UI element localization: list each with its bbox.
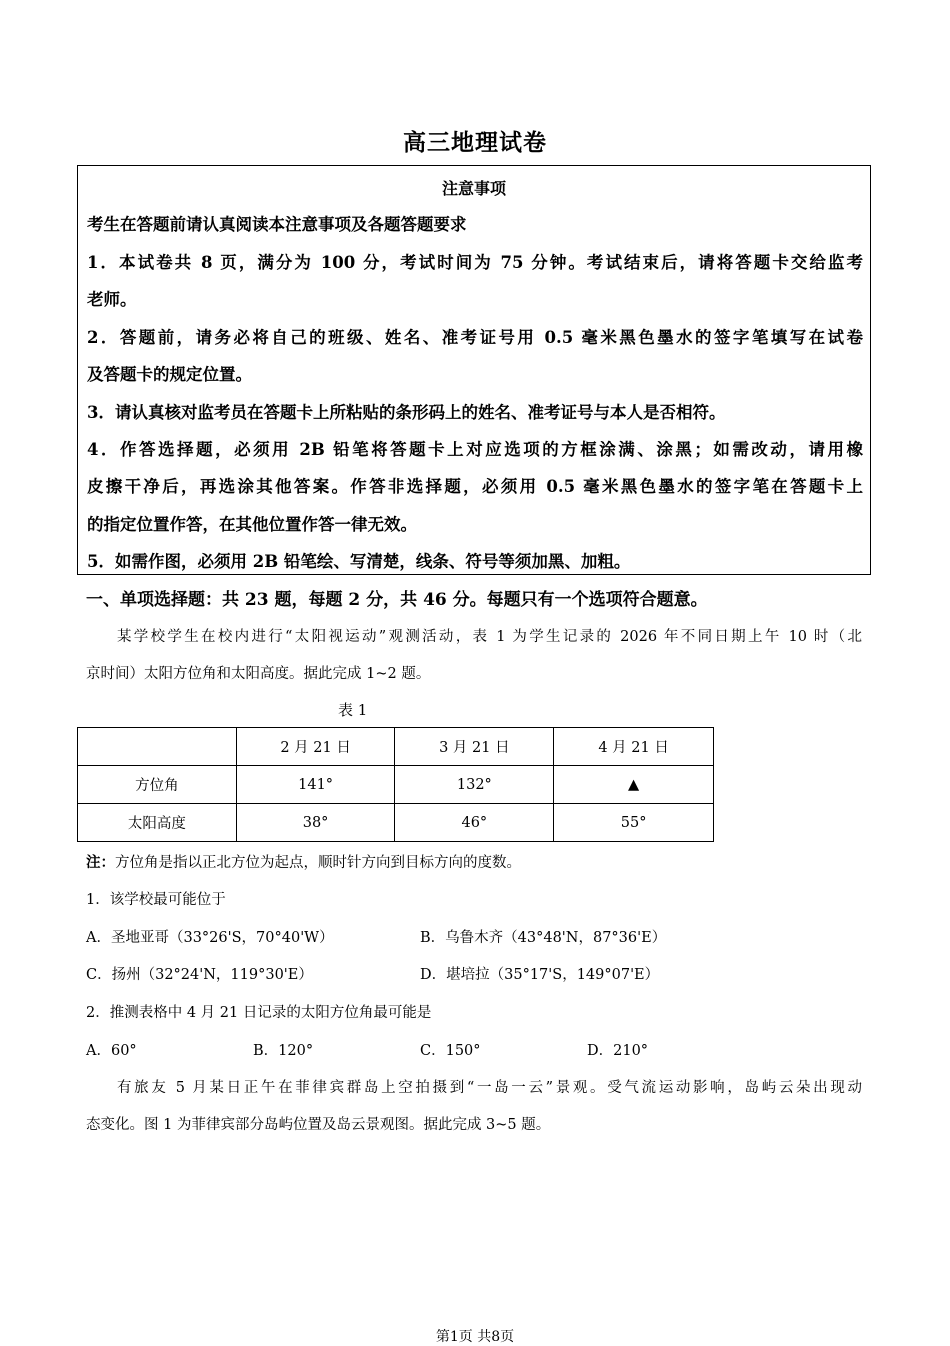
question-1-option-d: D．堪培拉（35°17'S，149°07'E） bbox=[420, 967, 660, 983]
page-title: 高三地理试卷 bbox=[403, 129, 547, 156]
question-1-option-c: C．扬州（32°24'N，119°30'E） bbox=[86, 967, 313, 983]
passage-1-line-2: 京时间）太阳方位角和太阳高度。据此完成 1~2 题。 bbox=[86, 666, 431, 682]
notice-item-5: 5．如需作图，必须用 2B 铅笔绘、写清楚，线条、符号等须加黑、加粗。 bbox=[87, 552, 631, 571]
notice-intro: 考生在答题前请认真阅读本注意事项及各题答题要求 bbox=[87, 215, 467, 234]
notice-item-3: 3．请认真核对监考员在答题卡上所粘贴的条形码上的姓名、准考证号与本人是否相符。 bbox=[87, 403, 726, 422]
table-row bbox=[78, 804, 714, 842]
table-cell: 38° bbox=[236, 804, 395, 842]
page-footer: 第1页 共8页 bbox=[435, 1329, 515, 1345]
notice-item-4-line-2: 皮擦干净后，再选涂其他答案。作答非选择题，必须用 0.5 毫米黑色墨水的签字笔在答题卡上 bbox=[87, 477, 863, 496]
table-header-cell: 4 月 21 日 bbox=[554, 728, 714, 766]
table-header-row bbox=[78, 728, 714, 766]
question-2-option-c: C．150° bbox=[420, 1043, 481, 1059]
notice-box bbox=[77, 165, 871, 575]
table-row bbox=[78, 766, 714, 804]
notice-item-4-line-3: 的指定位置作答，在其他位置作答一律无效。 bbox=[87, 515, 417, 534]
table-cell: 141° bbox=[236, 766, 395, 804]
notice-item-4-line-1: 4．作答选择题，必须用 2B 铅笔将答题卡上对应选项的方框涂满、涂黑；如需改动，请用橡 bbox=[87, 440, 863, 459]
section-heading: 一、单项选择题：共 23 题，每题 2 分，共 46 分。每题只有一个选项符合题意。 bbox=[86, 590, 708, 610]
table-cell: 132° bbox=[395, 766, 554, 804]
passage-1-line-1: 某学校学生在校内进行“太阳视运动”观测活动，表 1 为学生记录的 2026 年不同日期上午 10 时（北 bbox=[117, 629, 862, 645]
notice-item-1-line-2: 老师。 bbox=[87, 290, 137, 309]
question-2-option-b: B．120° bbox=[253, 1043, 314, 1059]
notice-heading: 注意事项 bbox=[441, 179, 506, 198]
table-header-cell bbox=[78, 728, 237, 766]
table-note-text: 方位角是指以正北方位为起点，顺时针方向到目标方向的度数。 bbox=[115, 855, 521, 871]
notice-item-2-line-1: 2．答题前，请务必将自己的班级、姓名、准考证号用 0.5 毫米黑色墨水的签字笔填写在试卷 bbox=[87, 328, 863, 347]
question-1-option-a: A．圣地亚哥（33°26'S，70°40'W） bbox=[86, 930, 334, 946]
question-2-option-a: A．60° bbox=[86, 1043, 137, 1059]
table-caption: 表 1 bbox=[338, 701, 368, 719]
table-header-cell: 3 月 21 日 bbox=[395, 728, 554, 766]
notice-item-2-line-2: 及答题卡的规定位置。 bbox=[87, 365, 252, 384]
question-1-stem: 1．该学校最可能位于 bbox=[86, 892, 226, 908]
table-note-label: 注： bbox=[86, 854, 115, 871]
question-2-option-d: D．210° bbox=[587, 1043, 649, 1059]
triangle-marker-cell: ▲ bbox=[554, 766, 714, 804]
question-1-option-b: B．乌鲁木齐（43°48'N，87°36'E） bbox=[420, 930, 667, 946]
table-cell: 46° bbox=[395, 804, 554, 842]
table-cell: 方位角 bbox=[78, 766, 237, 804]
notice-item-1-line-1: 1．本试卷共 8 页，满分为 100 分，考试时间为 75 分钟。考试结束后，请将答题卡交给监考 bbox=[87, 253, 863, 272]
table-note bbox=[86, 851, 521, 872]
table-cell: 太阳高度 bbox=[78, 804, 237, 842]
table-header-cell: 2 月 21 日 bbox=[236, 728, 395, 766]
data-table bbox=[77, 727, 714, 842]
table-cell: 55° bbox=[554, 804, 714, 842]
passage-2-line-2: 态变化。图 1 为菲律宾部分岛屿位置及岛云景观图。据此完成 3~5 题。 bbox=[86, 1117, 551, 1133]
question-2-stem: 2．推测表格中 4 月 21 日记录的太阳方位角最可能是 bbox=[86, 1005, 432, 1021]
passage-2-line-1: 有旅友 5 月某日正午在菲律宾群岛上空拍摄到“一岛一云”景观。受气流运动影响，岛屿云朵出现动 bbox=[117, 1080, 862, 1096]
